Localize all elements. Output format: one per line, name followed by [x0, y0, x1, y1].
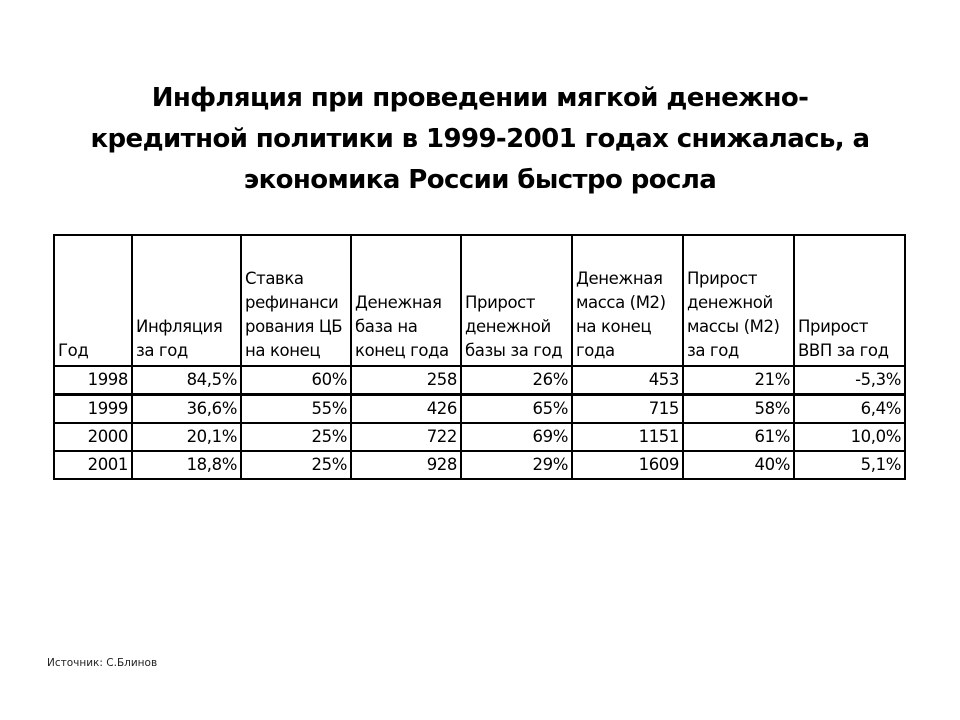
column-header-line: рования ЦБ — [245, 317, 343, 336]
table-row — [54, 451, 905, 479]
column-header-gdp-growth — [794, 235, 905, 366]
table-cell-monetary-base: 258 — [351, 366, 461, 395]
source-note: Источник: С.Блинов — [47, 657, 158, 669]
table-cell-monetary-base-growth: 26% — [461, 366, 572, 395]
table-cell-year: 1999 — [54, 395, 132, 424]
column-header-line: база на — [355, 317, 418, 336]
column-header-line: базы за год — [465, 341, 563, 360]
table-cell-refinancing-rate: 25% — [241, 451, 351, 479]
column-header-line: на конец — [245, 341, 321, 360]
column-header-line: денежной — [687, 293, 773, 312]
column-header-line: денежной — [465, 317, 551, 336]
table-cell-gdp-growth: -5,3% — [794, 366, 905, 395]
column-header-line: масса (М2) — [576, 293, 666, 312]
economic-data-table — [53, 234, 906, 480]
column-header-line: Прирост — [798, 317, 869, 336]
table-cell-refinancing-rate: 55% — [241, 395, 351, 424]
table-cell-monetary-base-growth: 29% — [461, 451, 572, 479]
title-line-3: экономика России быстро росла — [243, 165, 717, 195]
table-cell-m2-growth: 21% — [683, 366, 794, 395]
table-cell-year: 2000 — [54, 423, 132, 451]
column-header-year — [54, 235, 132, 366]
table-cell-money-supply-m2: 453 — [572, 366, 683, 395]
table-cell-inflation: 84,5% — [132, 366, 241, 395]
table-cell-money-supply-m2: 1609 — [572, 451, 683, 479]
column-header-monetary-base-growth — [461, 235, 572, 366]
table-cell-inflation: 36,6% — [132, 395, 241, 424]
table-cell-monetary-base: 928 — [351, 451, 461, 479]
column-header-refinancing-rate — [241, 235, 351, 366]
column-header-line: Денежная — [355, 293, 442, 312]
table-cell-monetary-base-growth: 69% — [461, 423, 572, 451]
table-header-row — [54, 235, 905, 366]
table-cell-monetary-base: 722 — [351, 423, 461, 451]
column-header-money-supply-m2 — [572, 235, 683, 366]
table-row — [54, 395, 905, 424]
table-cell-refinancing-rate: 60% — [241, 366, 351, 395]
table-cell-m2-growth: 58% — [683, 395, 794, 424]
table-cell-monetary-base: 426 — [351, 395, 461, 424]
slide-title — [60, 78, 900, 201]
column-header-inflation — [132, 235, 241, 366]
table-row — [54, 366, 905, 395]
table-cell-m2-growth: 40% — [683, 451, 794, 479]
column-header-line: за год — [687, 341, 739, 360]
table-cell-refinancing-rate: 25% — [241, 423, 351, 451]
column-header-line: Ставка — [245, 269, 304, 288]
column-header-monetary-base — [351, 235, 461, 366]
table-cell-inflation: 18,8% — [132, 451, 241, 479]
title-line-2: кредитной политики в 1999-2001 годах снижалась, а — [90, 124, 870, 154]
column-header-line: Прирост — [465, 293, 536, 312]
column-header-line: на конец — [576, 317, 652, 336]
table-cell-monetary-base-growth: 65% — [461, 395, 572, 424]
table-body — [54, 366, 905, 479]
column-header-m2-growth — [683, 235, 794, 366]
table-cell-year: 1998 — [54, 366, 132, 395]
table-cell-inflation: 20,1% — [132, 423, 241, 451]
table-cell-m2-growth: 61% — [683, 423, 794, 451]
table-cell-gdp-growth: 10,0% — [794, 423, 905, 451]
column-header-line: рефинанси — [245, 293, 339, 312]
column-header-line: Год — [58, 341, 89, 360]
column-header-line: года — [576, 341, 615, 360]
column-header-line: массы (М2) — [687, 317, 780, 336]
table-cell-money-supply-m2: 715 — [572, 395, 683, 424]
title-line-1: Инфляция при проведении мягкой денежно- — [151, 83, 809, 113]
column-header-line: Инфляция — [136, 317, 223, 336]
table-row — [54, 423, 905, 451]
table-cell-money-supply-m2: 1151 — [572, 423, 683, 451]
column-header-line: конец года — [355, 341, 449, 360]
column-header-line: ВВП за год — [798, 341, 889, 360]
table-cell-gdp-growth: 5,1% — [794, 451, 905, 479]
table-cell-gdp-growth: 6,4% — [794, 395, 905, 424]
column-header-line: за год — [136, 341, 188, 360]
table-cell-year: 2001 — [54, 451, 132, 479]
column-header-line: Прирост — [687, 269, 758, 288]
column-header-line: Денежная — [576, 269, 663, 288]
